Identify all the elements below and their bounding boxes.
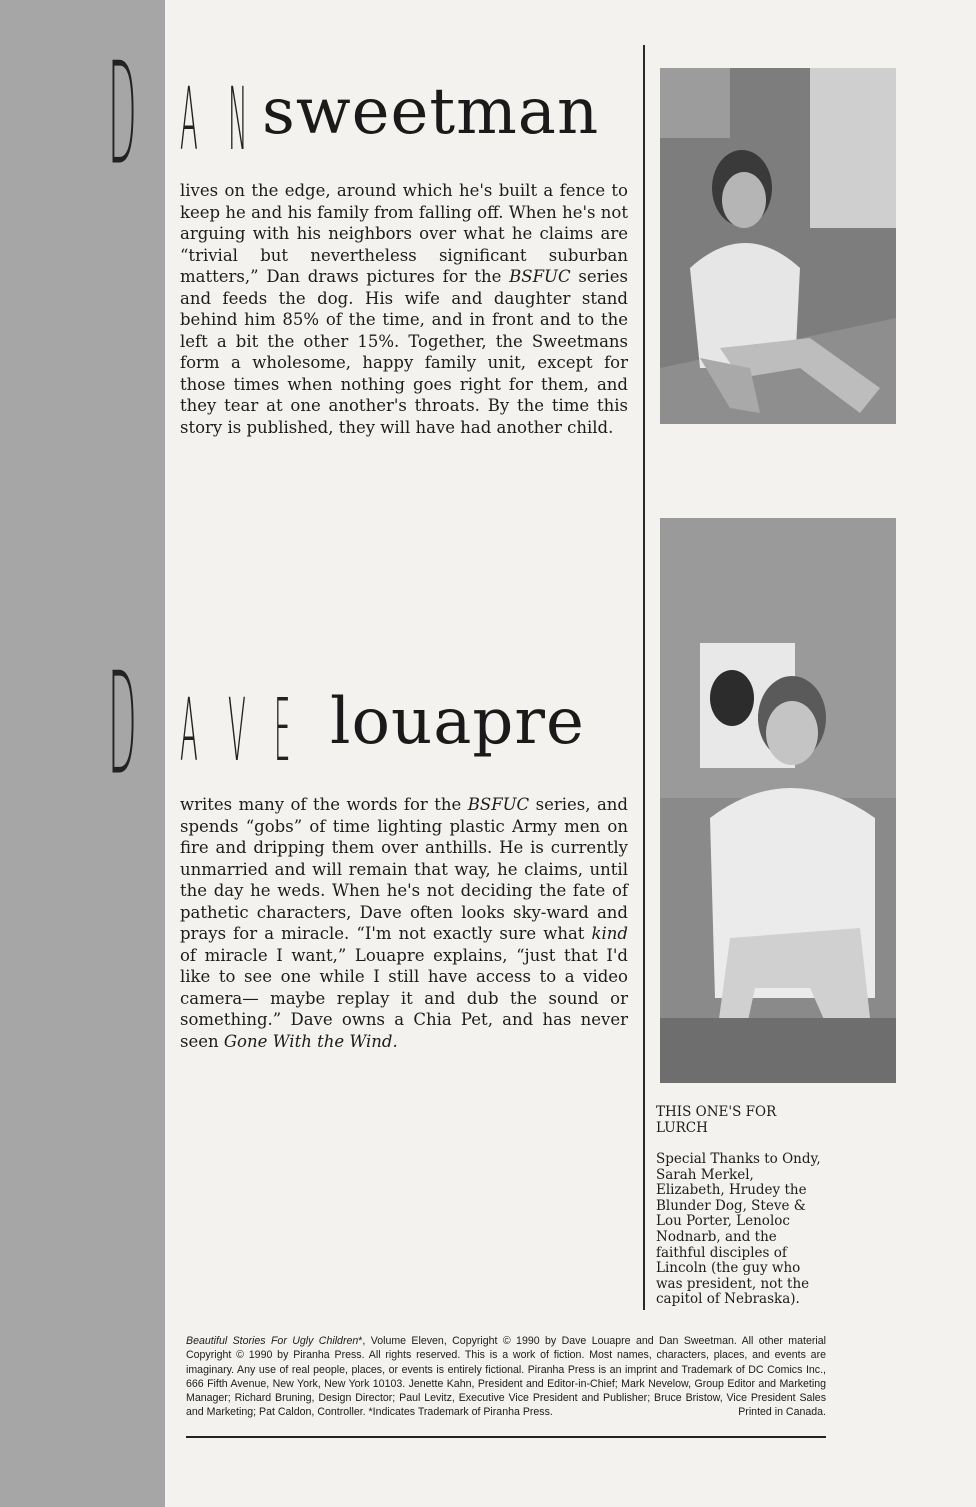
special-thanks: Special Thanks to Ondy, Sarah Merkel, Elizabeth, Hrudey the Blunder Dog, Steve & Lou Porter, Lenoloc Nodnarb, and the faithful disciples of Lincoln (the guy who was president, not the capitol of Nebraska). (656, 1151, 821, 1308)
dan-surname: sweetman (262, 75, 600, 149)
dave-initial-e: E (274, 679, 291, 781)
dave-bio: writes many of the words for the BSFUC series, and spends “gobs” of time lighting plastic Army men on fire and dripping them over anthills. He is currently unmarried and will remain that way, he claims, until the day he weds. When he's not deciding the fate of pathetic characters, Dave often looks sky-ward and prays for a miracle. “I'm not exactly sure what kind of miracle I want,” Louapre explains, “just that I'd like to see one while I still have access to a video camera— maybe replay it and dub the sound or something.” Dave owns a Chia Pet, and has never seen Gone With the Wind. (180, 795, 628, 1051)
dan-bio: lives on the edge, around which he's built a fence to keep he and his family from falling off. When he's not arguing with his neighbors over what he claims are “trivial but nevertheless significant suburban matters,” Dan draws pictures for the BSFUC series and feeds the dog. His wife and daughter stand behind him 85% of the time, and in front and to the left a bit the other 15%. Together, the Sweetmans form a wholesome, happy family unit, except for those times when nothing goes right for them, and they tear at one another's throats. By the time this story is published, they will have had another child. (180, 181, 628, 437)
dan-photo (660, 68, 896, 424)
dave-surname: louapre (330, 685, 585, 759)
dave-initial-d: D (108, 643, 137, 808)
dave-photo (660, 518, 896, 1083)
printed-in: Printed in Canada. (738, 1406, 826, 1419)
dedication: THIS ONE'S FOR LURCH (656, 1104, 777, 1136)
copyright-notice: Beautiful Stories For Ugly Children*, Volume Eleven, Copyright © 1990 by Dave Louapre and Dan Sweetman. All other material Copyright © 1990 by Piranha Press. All rights reserved. This is a work of fiction. Most names, characters, places, and events are imaginary. Any use of real people, places, or events is entirely fictional. Piranha Press is an imprint and Trademark of DC Comics Inc., 666 Fifth Avenue, New York, New York 10103. Jenette Kahn, President and Editor-in-Chief; Mark Nevelow, Group Editor and Marketing Manager; Richard Bruning, Design Director; Paul Levitz, Executive Vice President and Publisher; Bruce Bristow, Vice President Sales and Marketing; Pat Caldon, Controller. *Indicates Trademark of Piranha Press. Printed in Canada. (186, 1335, 826, 1419)
left-gray-band (0, 0, 165, 1507)
dan-initial-a: A (180, 68, 198, 170)
copyright-rule (186, 1436, 826, 1438)
column-divider (643, 45, 645, 1310)
dan-initial-d: D (108, 33, 137, 198)
dave-initial-a: A (180, 679, 198, 781)
dave-initial-v: V (228, 679, 246, 781)
dan-initial-n: N (228, 68, 248, 170)
